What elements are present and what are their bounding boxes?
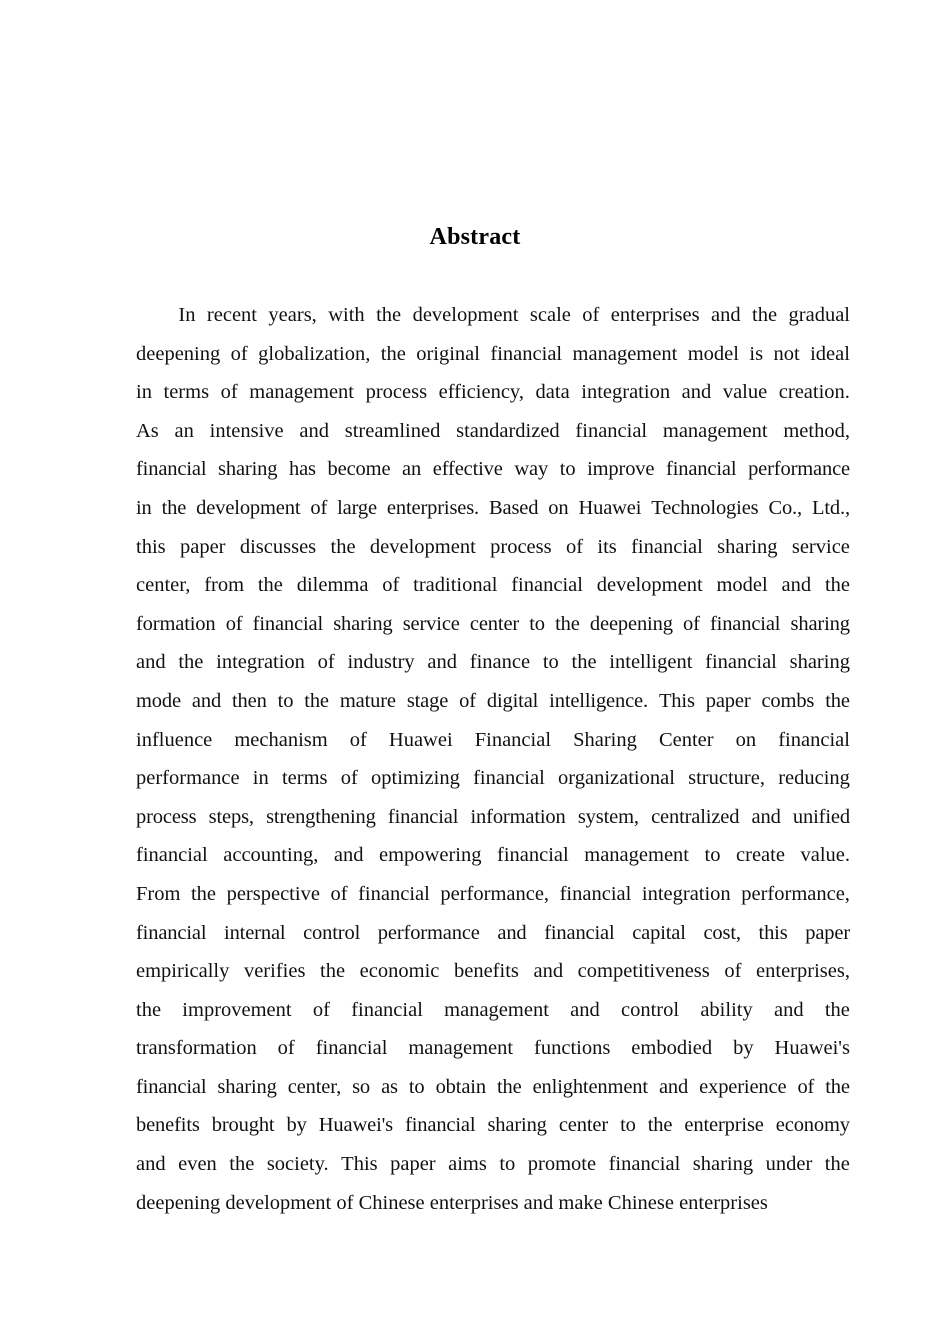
paragraph-line: influence mechanism of Huawei Financial Sharing Center on financial: [136, 728, 850, 751]
paragraph-line: in terms of management process efficiency, data integration and value creation.: [136, 381, 850, 404]
paragraph-line: financial sharing has become an effective way to improve financial performance: [136, 458, 850, 481]
paragraph-line: transformation of financial management functions embodied by Huawei's: [136, 1037, 850, 1060]
paragraph-line: mode and then to the mature stage of digital intelligence. This paper combs the: [136, 689, 850, 712]
paragraph-line: deepening development of Chinese enterprises and make Chinese enterprises: [136, 1191, 768, 1214]
paragraph-line: financial accounting, and empowering financial management to create value.: [136, 844, 850, 867]
paragraph-line: From the perspective of financial performance, financial integration performance,: [136, 882, 850, 905]
paragraph-line: financial sharing center, so as to obtain the enlightenment and experience of the: [136, 1075, 850, 1098]
paragraph-line: the improvement of financial management and control ability and the: [136, 998, 850, 1021]
paragraph-line: benefits brought by Huawei's financial sharing center to the enterprise economy: [136, 1114, 850, 1137]
paragraph-line: financial internal control performance and financial capital cost, this paper: [136, 921, 850, 944]
paragraph-line: and the integration of industry and finance to the intelligent financial sharing: [136, 651, 850, 674]
paragraph-line: As an intensive and streamlined standardized financial management method,: [136, 419, 850, 442]
paragraph-line: process steps, strengthening financial information system, centralized and unified: [136, 805, 850, 828]
paragraph-line: center, from the dilemma of traditional financial development model and the: [136, 574, 850, 597]
paragraph-line: in the development of large enterprises. Based on Huawei Technologies Co., Ltd.,: [136, 496, 850, 519]
paragraph-line: In recent years, with the development scale of enterprises and the gradual: [136, 296, 850, 335]
paragraph-line: formation of financial sharing service center to the deepening of financial sharing: [136, 612, 850, 635]
paragraph-line: deepening of globalization, the original financial management model is not ideal: [136, 342, 850, 365]
page-title: Abstract: [429, 224, 521, 251]
paragraph-line: this paper discusses the development process of its financial sharing service: [136, 535, 850, 558]
paragraph-line: performance in terms of optimizing financial organizational structure, reducing: [136, 767, 850, 790]
first-line-indent: [136, 296, 167, 335]
abstract-paragraph: [136, 296, 850, 1222]
paragraph-line: and even the society. This paper aims to promote financial sharing under the: [136, 1153, 850, 1176]
paragraph-line: empirically verifies the economic benefits and competitiveness of enterprises,: [136, 960, 850, 983]
